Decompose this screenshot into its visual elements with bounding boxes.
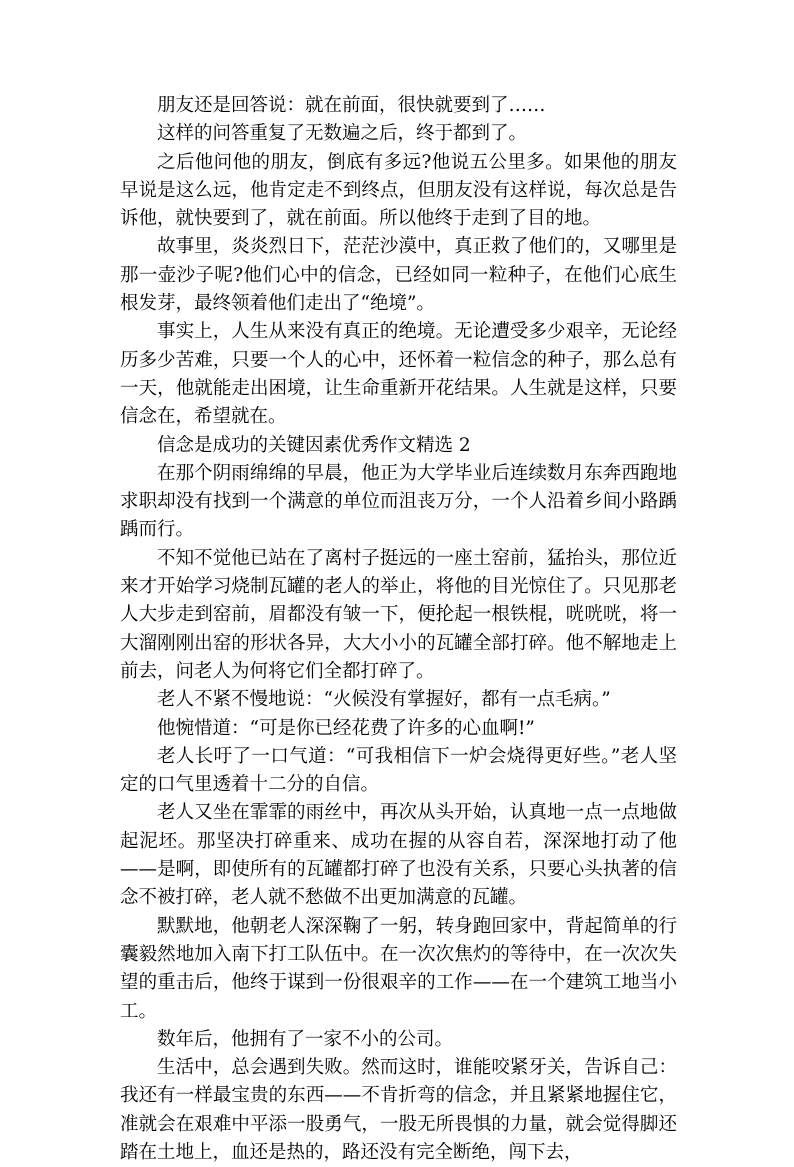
document-page [120, 92, 677, 1167]
paragraph-15: 生活中，总会遇到失败。然而这时，谁能咬紧牙关，告诉自己：我还有一样最宝贵的东西——不肯折弯的信念，并且紧紧地握住它，准就会在艰难中平添一股勇气，一股无所畏惧的力量，就会觉得脚还踏在土地上，血还是热的，路还没有完全断绝，闯下去， [120, 1057, 677, 1163]
paragraph-11: 老人长吁了一口气道：“可我相信下一炉会烧得更好些。”老人坚定的口气里透着十二分的自信。 [120, 745, 677, 796]
paragraph-5: 事实上，人生从来没有真正的绝境。无论遭受多少艰辛，无论经历多少苦难，只要一个人的心中，还怀着一粒信念的种子，那么总有一天，他就能走出困境，让生命重新开花结果。人生就是这样，只要信念在，希望就在。 [120, 321, 677, 428]
paragraph-13: 默默地，他朝老人深深鞠了一躬，转身跑回家中，背起简单的行囊毅然地加入南下打工队伍中。在一次次焦灼的等待中，在一次次失望的重击后，他终于谋到一份很艰辛的工作——在一个建筑工地当小工。 [120, 915, 677, 1022]
section-heading: 信念是成功的关键因素优秀作文精选 2 [157, 434, 471, 456]
paragraph-3: 之后他问他的朋友，倒底有多远?他说五公里多。如果他的朋友早说是这么远，他肯定走不到终点，但朋友没有这样说，每次总是告诉他，就快要到了，就在前面。所以他终于走到了目的地。 [120, 151, 677, 230]
paragraph-12: 老人又坐在霏霏的雨丝中，再次从头开始，认真地一点一点地做起泥坯。那坚决打碎重来、成功在握的从容自若，深深地打动了他——是啊，即使所有的瓦罐都打碎了也没有关系，只要心头执著的信念不被打碎，老人就不愁做不出更加满意的瓦罐。 [120, 802, 677, 909]
paragraph-9: 老人不紧不慢地说：“火候没有掌握好，都有一点毛病。” [157, 689, 611, 711]
paragraph-10: 他惋惜道：“可是你已经花费了许多的心血啊!” [157, 717, 535, 739]
paragraph-14: 数年后，他拥有了一家不小的公司。 [157, 1028, 454, 1050]
paragraph-4: 故事里，炎炎烈日下，茫茫沙漠中，真正救了他们的，又哪里是那一壶沙子呢?他们心中的信念，已经如同一粒种子，在他们心底生根发芽，最终领着他们走出了“绝境”。 [120, 236, 677, 315]
paragraph-2: 这样的问答重复了无数遍之后，终于都到了。 [157, 123, 528, 145]
paragraph-8: 不知不觉他已站在了离村子挺远的一座土窑前，猛抬头，那位近来才开始学习烧制瓦罐的老人的举止，将他的目光惊住了。只见那老人大步走到窑前，眉都没有皱一下，便抡起一根铁棍，咣咣咣，将一大溜刚刚出窑的形状各异，大大小小的瓦罐全部打碎。他不解地走上前去，问老人为何将它们全都打碎了。 [120, 547, 677, 682]
paragraph-7: 在那个阴雨绵绵的早晨，他正为大学毕业后连续数月东奔西跑地求职却没有找到一个满意的单位而沮丧万分，一个人沿着乡间小路踽踽而行。 [120, 462, 677, 541]
paragraph-1: 朋友还是回答说：就在前面，很快就要到了…… [157, 95, 546, 116]
